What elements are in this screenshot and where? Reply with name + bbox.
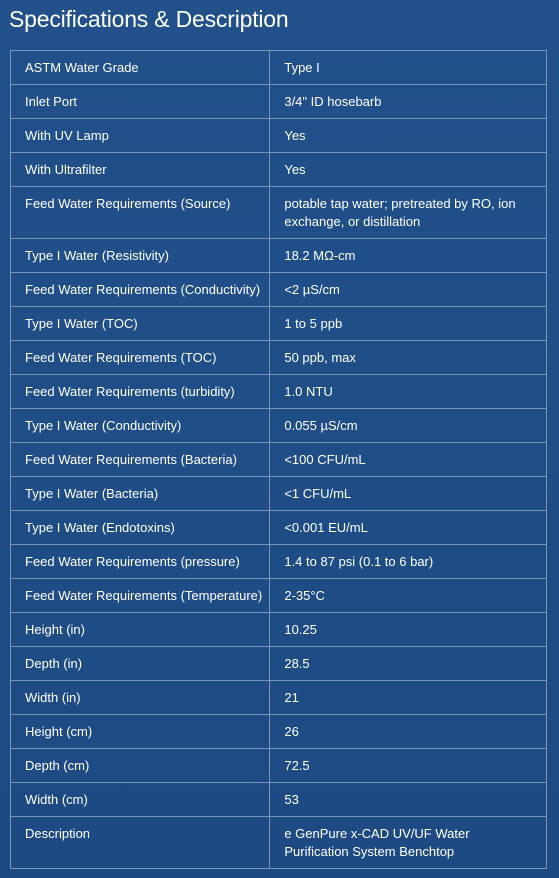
spec-value: 1 to 5 ppb: [270, 307, 547, 341]
table-row: [11, 119, 547, 153]
table-row: [11, 153, 547, 187]
spec-label: Type I Water (Bacteria): [11, 477, 270, 511]
spec-label: Type I Water (Endotoxins): [11, 511, 270, 545]
spec-label: Feed Water Requirements (turbidity): [11, 375, 270, 409]
spec-value: Yes: [270, 119, 547, 153]
spec-label: Feed Water Requirements (pressure): [11, 545, 270, 579]
spec-label: Type I Water (Conductivity): [11, 409, 270, 443]
spec-value: 21: [270, 681, 547, 715]
table-row: [11, 443, 547, 477]
spec-value: 1.4 to 87 psi (0.1 to 6 bar): [270, 545, 547, 579]
table-row: [11, 85, 547, 119]
spec-label: Feed Water Requirements (Source): [11, 187, 270, 239]
spec-label: With UV Lamp: [11, 119, 270, 153]
spec-value: 10.25: [270, 613, 547, 647]
spec-label: Width (in): [11, 681, 270, 715]
table-row: [11, 341, 547, 375]
spec-label: Depth (cm): [11, 749, 270, 783]
spec-value: 18.2 MΩ-cm: [270, 239, 547, 273]
spec-label: Feed Water Requirements (TOC): [11, 341, 270, 375]
spec-value: potable tap water; pretreated by RO, ion exchange, or distillation: [270, 187, 547, 239]
table-row: [11, 647, 547, 681]
spec-label: Width (cm): [11, 783, 270, 817]
table-row: [11, 545, 547, 579]
spec-value: 28.5: [270, 647, 547, 681]
spec-label: Feed Water Requirements (Conductivity): [11, 273, 270, 307]
spec-label: Depth (in): [11, 647, 270, 681]
spec-value: 1.0 NTU: [270, 375, 547, 409]
table-row: [11, 715, 547, 749]
spec-label: Height (cm): [11, 715, 270, 749]
specifications-table: [10, 50, 547, 869]
table-row: [11, 51, 547, 85]
spec-label: Feed Water Requirements (Bacteria): [11, 443, 270, 477]
table-row: [11, 817, 547, 869]
table-row: [11, 409, 547, 443]
spec-value: 50 ppb, max: [270, 341, 547, 375]
table-row: [11, 375, 547, 409]
spec-label: Description: [11, 817, 270, 869]
spec-value: 26: [270, 715, 547, 749]
spec-label: Type I Water (Resistivity): [11, 239, 270, 273]
spec-value: <2 µS/cm: [270, 273, 547, 307]
spec-label: Inlet Port: [11, 85, 270, 119]
spec-value: Type I: [270, 51, 547, 85]
table-row: [11, 681, 547, 715]
spec-value: Yes: [270, 153, 547, 187]
spec-value: 0.055 µS/cm: [270, 409, 547, 443]
table-row: [11, 579, 547, 613]
table-row: [11, 273, 547, 307]
table-row: [11, 511, 547, 545]
spec-label: With Ultrafilter: [11, 153, 270, 187]
spec-value: 2-35°C: [270, 579, 547, 613]
table-row: [11, 783, 547, 817]
table-row: [11, 613, 547, 647]
table-row: [11, 239, 547, 273]
table-row: [11, 477, 547, 511]
spec-value: 72.5: [270, 749, 547, 783]
table-row: [11, 187, 547, 239]
spec-value: <100 CFU/mL: [270, 443, 547, 477]
spec-value: 3/4" ID hosebarb: [270, 85, 547, 119]
table-row: [11, 749, 547, 783]
spec-value: <0.001 EU/mL: [270, 511, 547, 545]
spec-value: <1 CFU/mL: [270, 477, 547, 511]
spec-label: Feed Water Requirements (Temperature): [11, 579, 270, 613]
spec-value: e GenPure x-CAD UV/UF Water Purification System Benchtop: [270, 817, 547, 869]
table-row: [11, 307, 547, 341]
page-title: Specifications & Description: [9, 6, 289, 32]
spec-label: Height (in): [11, 613, 270, 647]
spec-value: 53: [270, 783, 547, 817]
spec-label: ASTM Water Grade: [11, 51, 270, 85]
spec-label: Type I Water (TOC): [11, 307, 270, 341]
